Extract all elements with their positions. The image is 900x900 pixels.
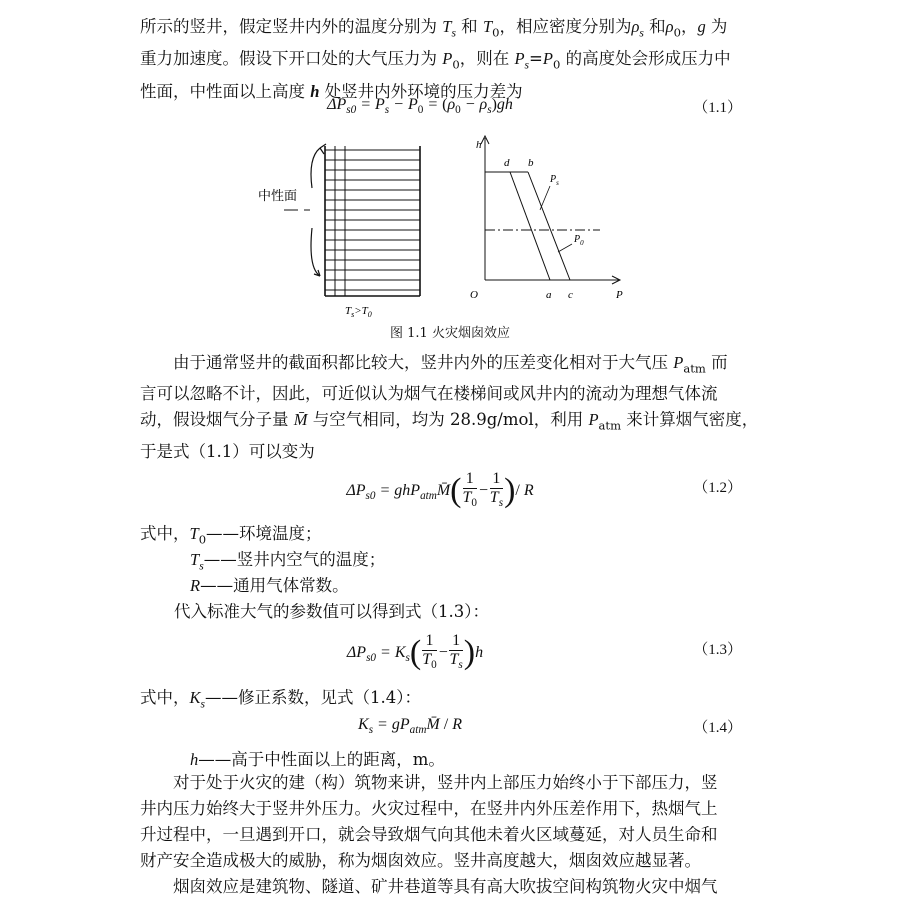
paragraph-continuation [140,874,760,900]
text-line: 升过程中，一旦遇到开口，就会导致烟气向其他未着火区域蔓延，对人员生命和 [140,825,718,844]
equation-1-1 [140,96,760,126]
axis-h-label: h [476,139,482,151]
equation-1-2-number: （1.2） [693,480,742,496]
equation-1-2 [140,470,760,510]
equation-1-2-formula: $\Delta P_{s0}$ = ghP$_{atm}$M̄( $\frac{1}{T_0}$ − $\frac{1}{T_s}$ )/ R [346,470,534,510]
equation-1-1-formula: $\Delta P_{s0} = P_s - P_0 = (\rho_0 - \rho_s)gh$ [327,96,513,117]
text-line: 财产安全造成极大的威胁，称为烟囱效应。竖井高度越大，烟囱效应越显著。 [140,851,701,870]
text-line: 动，假设烟气分子量 M̄ 与空气相同，均为 28.9g/mol，利用 $P_{atm}$ 来计算烟气密度， [140,410,759,433]
definition-ks: 式中，$K_s——$修正系数，见式（1.4）： [140,688,422,711]
temperature-label: $T_s>T_0$ [345,305,372,319]
text-line: 所示的竖井，假定竖井内外的温度分别为 $T_s$ 和 $T_0$，相应密度分别为$\rho_s$ 和$\rho_0$，g 为 [140,17,728,40]
point-b-label: b [528,157,534,169]
curve-ps-label: $P_s$ [550,174,559,187]
neutral-plane-label: 中性面 [258,188,298,203]
pressure-plot [470,136,623,301]
paragraph-intro [140,14,760,105]
text-line: 重力加速度。假设下开口处的大气压力为 $P_0$，则在 $P_s=P_0$ 的高度处会形成压力中 [140,49,731,72]
equation-1-3-number: （1.3） [693,642,742,658]
curve-p0-label: $P_0$ [574,234,584,247]
equation-1-1-number: （1.1） [693,100,742,116]
text-line: 烟囱效应是建筑物、隧道、矿井巷道等具有高大吹拔空间构筑物火灾中烟气 [173,877,718,896]
equation-1-3-formula: $\Delta P_{s0} = K_s$( $\frac{1}{T_0}$ − $\frac{1}{T_s}$ )h [346,632,484,672]
text-line: 于是式（1.1）可以变为 [140,441,315,461]
text-line: 言可以忽略不计，因此，可近似认为烟气在楼梯间或风井内的流动为理想气体流 [140,384,718,404]
text-line: 对于处于火灾的建（构）筑物来讲，竖井内上部压力始终小于下部压力，竖 [173,773,718,792]
text-line: 性面，中性面以上高度 h 处竖井内外环境的压力差为 [140,81,523,101]
definition-t0: 式中，$T_0——$环境温度； [140,524,322,547]
paragraph-chimney-effect [140,770,760,874]
text-line: 井内压力始终大于竖井外压力。火灾过程中，在竖井内外压差作用下，热烟气上 [140,799,718,818]
shaft-diagram [258,144,420,319]
definition-h: h——高于中性面以上的距离，m。 [190,750,445,769]
text-line: 由于通常竖井的截面积都比较大，竖井内外的压差变化相对于大气压 $P_{atm}$ 而 [173,353,728,376]
figure-caption: 图 1.1 火灾烟囱效应 [390,326,510,341]
point-c-label: c [568,289,573,301]
equation-1-4 [140,716,760,746]
definition-ts: $T_s——$竖井内空气的温度； [190,550,386,573]
figure-chimney-effect [240,128,640,320]
origin-label: O [470,289,478,301]
equation-1-4-formula: $K_s$ = $gP_{atm}M̄$ / R [358,716,462,737]
axis-p-label: P [616,289,623,301]
equation-1-3 [140,632,760,672]
point-a-label: a [546,289,552,301]
point-d-label: d [504,157,510,169]
equation-1-4-number: （1.4） [693,720,742,736]
definition-r: R——通用气体常数。 [190,576,349,595]
paragraph-approximation [140,350,760,465]
standard-atmosphere-text: 代入标准大气的参数值可以得到式（1.3）： [174,602,489,621]
